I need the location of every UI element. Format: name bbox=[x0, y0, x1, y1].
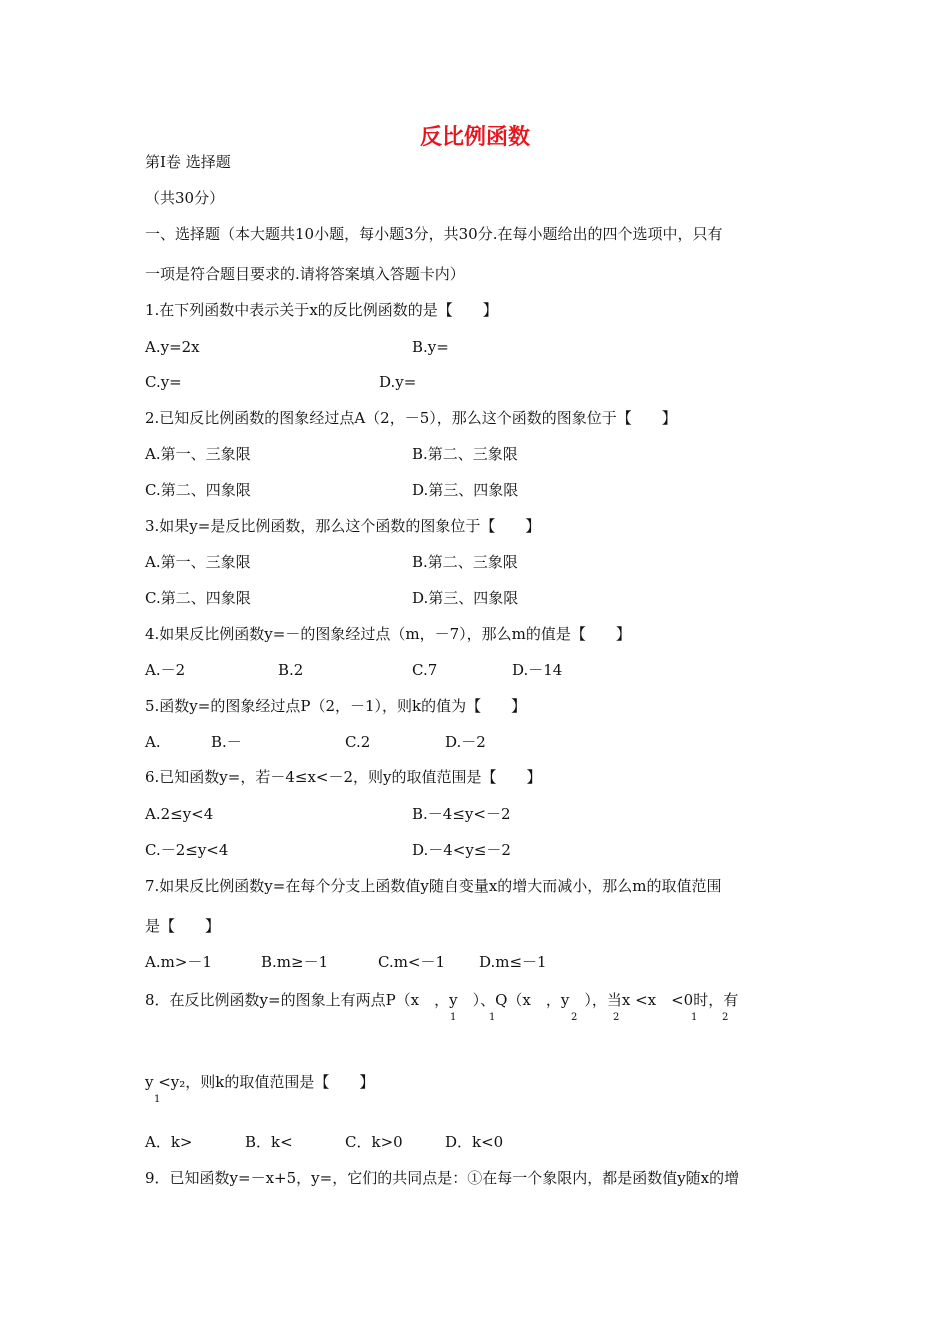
question-8-stem-line-2: y <y₂，则k的取值范围是【 】 bbox=[145, 1073, 375, 1091]
question-4-option-d: D.－14 bbox=[512, 661, 563, 679]
question-6-option-c: C.－2≤y<4 bbox=[145, 841, 229, 859]
question-3-option-c: C.第二、四象限 bbox=[145, 589, 251, 607]
question-4-stem: 4.如果反比例函数y=－的图象经过点（m，－7），那么m的值是【 】 bbox=[145, 625, 631, 643]
subscript: 1 bbox=[691, 1012, 698, 1023]
question-9-stem: 9．已知函数y=－x+5，y=，它们的共同点是：①在每一个象限内，都是函数值y随x的增 bbox=[145, 1169, 740, 1187]
instructions-line-2: 一项是符合题目要求的.请将答案填入答题卡内） bbox=[145, 265, 465, 283]
question-2-option-d: D.第三、四象限 bbox=[412, 481, 519, 499]
question-6-option-a: A.2≤y<4 bbox=[145, 805, 214, 823]
question-8-option-b: B．k< bbox=[245, 1133, 293, 1151]
question-7-option-b: B.m≥－1 bbox=[261, 953, 329, 971]
question-4-option-b: B.2 bbox=[278, 661, 304, 679]
question-2-option-a: A.第一、三象限 bbox=[145, 445, 251, 463]
subscript: 2 bbox=[613, 1012, 620, 1023]
question-7-stem-line-1: 7.如果反比例函数y=在每个分支上函数值y随自变量x的增大而减小，那么m的取值范围 bbox=[145, 877, 722, 895]
question-8-option-c: C．k>0 bbox=[345, 1133, 403, 1151]
question-4-option-c: C.7 bbox=[412, 661, 438, 679]
total-score: （共30分） bbox=[145, 189, 225, 207]
question-3-option-b: B.第二、三象限 bbox=[412, 553, 518, 571]
question-6-stem: 6.已知函数y=，若－4≤x<－2，则y的取值范围是【 】 bbox=[145, 768, 542, 786]
question-5-option-b: B.－ bbox=[211, 733, 242, 751]
question-7-stem-line-2: 是【 】 bbox=[145, 917, 221, 935]
question-3-stem: 3.如果y=是反比例函数，那么这个函数的图象位于【 】 bbox=[145, 517, 541, 535]
question-3-option-d: D.第三、四象限 bbox=[412, 589, 519, 607]
subscript: 2 bbox=[722, 1012, 729, 1023]
question-1-option-c: C.y= bbox=[145, 373, 182, 391]
subscript: 1 bbox=[154, 1094, 161, 1105]
question-1-option-b: B.y= bbox=[412, 338, 449, 356]
subscript: 1 bbox=[489, 1012, 496, 1023]
question-5-stem: 5.函数y=的图象经过点P（2，－1），则k的值为【 】 bbox=[145, 697, 527, 715]
question-8-stem-line-1: 8．在反比例函数y=的图象上有两点P（x ，y ）、Q（x ，y ），当x <x <0时，有 bbox=[145, 991, 739, 1009]
question-1-option-a: A.y=2x bbox=[145, 338, 200, 356]
question-7-option-a: A.m>－1 bbox=[145, 953, 212, 971]
question-4-option-a: A.－2 bbox=[145, 661, 186, 679]
question-8-option-d: D．k<0 bbox=[445, 1133, 504, 1151]
question-2-option-b: B.第二、三象限 bbox=[412, 445, 518, 463]
question-3-option-a: A.第一、三象限 bbox=[145, 553, 251, 571]
subscript: 2 bbox=[571, 1012, 578, 1023]
question-5-option-c: C.2 bbox=[345, 733, 371, 751]
question-2-stem: 2.已知反比例函数的图象经过点A（2，－5），那么这个函数的图象位于【 】 bbox=[145, 409, 677, 427]
section-heading: 第Ⅰ卷 选择题 bbox=[145, 153, 231, 171]
question-7-option-d: D.m≤－1 bbox=[479, 953, 547, 971]
question-6-option-d: D.－4<y≤－2 bbox=[412, 841, 511, 859]
subscript: 1 bbox=[450, 1012, 457, 1023]
question-1-stem: 1.在下列函数中表示关于x的反比例函数的是【 】 bbox=[145, 301, 498, 319]
instructions-line-1: 一、选择题（本大题共10小题，每小题3分，共30分.在每小题给出的四个选项中，只有 bbox=[145, 225, 723, 243]
question-2-option-c: C.第二、四象限 bbox=[145, 481, 251, 499]
question-5-option-a: A. bbox=[145, 733, 161, 751]
question-6-option-b: B.－4≤y<－2 bbox=[412, 805, 511, 823]
page-title: 反比例函数 bbox=[419, 124, 530, 150]
question-7-option-c: C.m<－1 bbox=[378, 953, 446, 971]
question-1-option-d: D.y= bbox=[379, 373, 417, 391]
question-8-option-a: A．k> bbox=[145, 1133, 193, 1151]
question-5-option-d: D.－2 bbox=[445, 733, 486, 751]
